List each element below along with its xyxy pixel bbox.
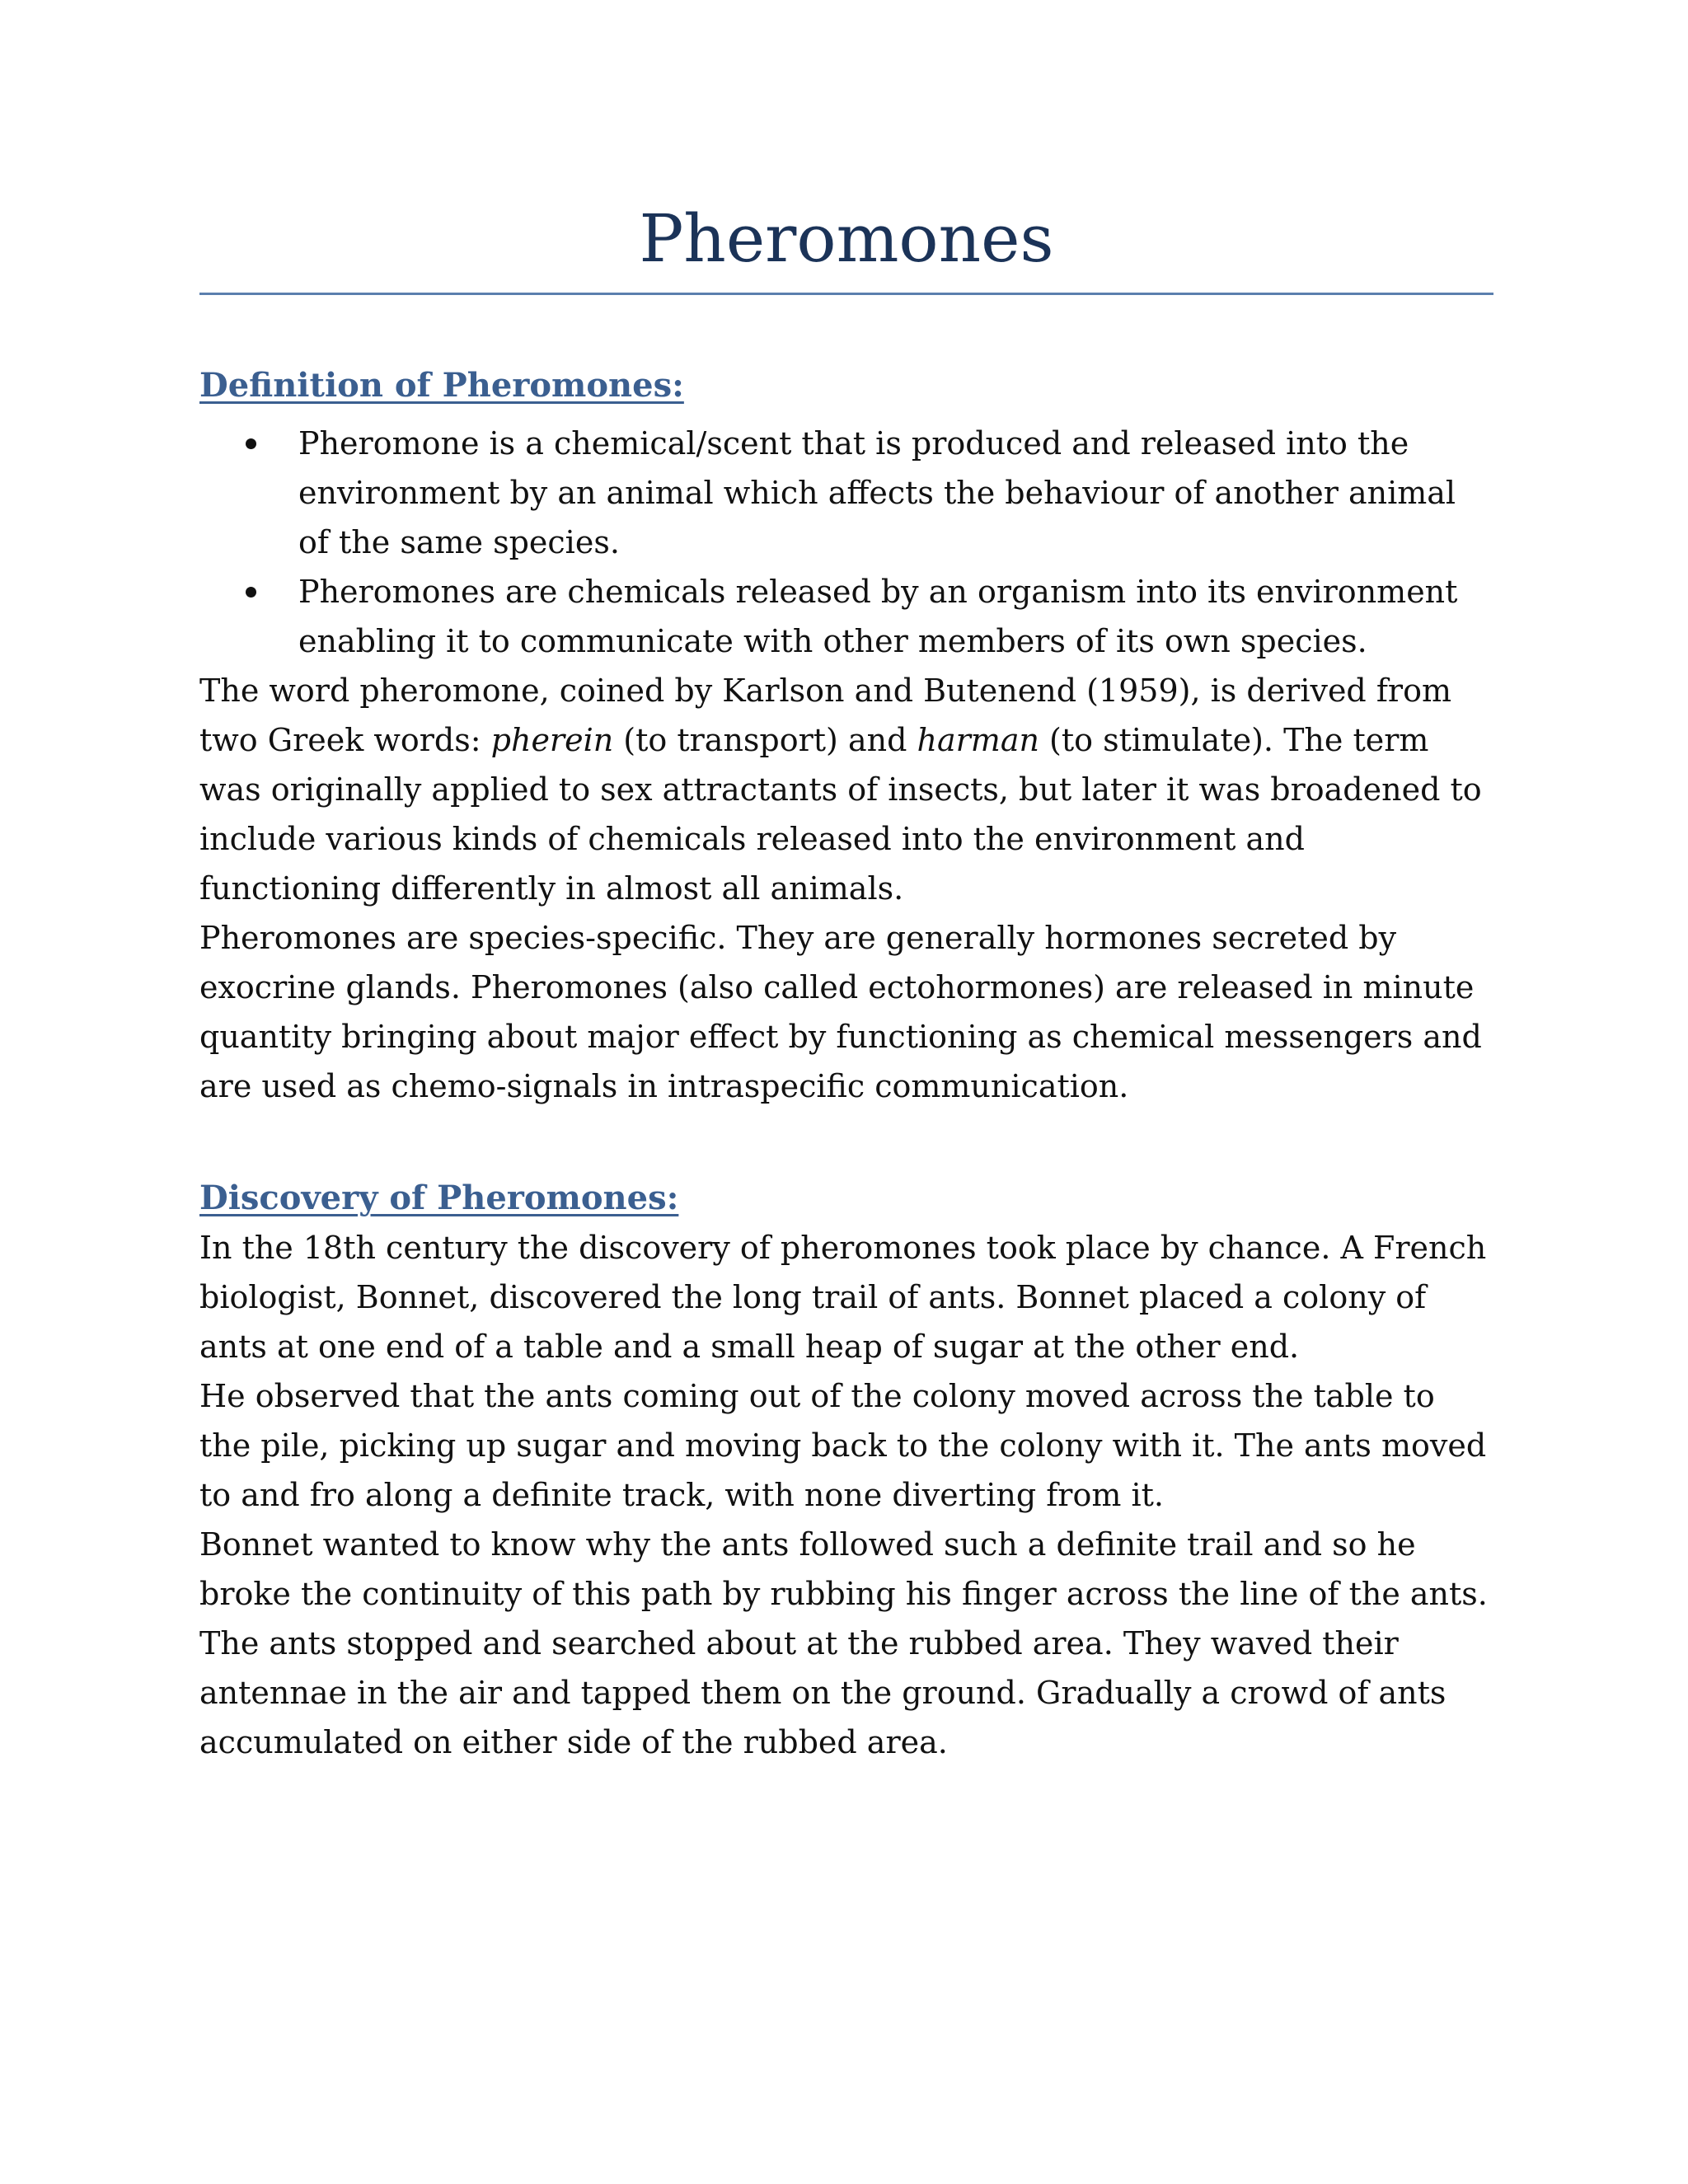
bullet-icon: [246, 438, 256, 449]
etymology-paragraph: [199, 666, 1493, 913]
discovery-paragraph-2: He observed that the ants coming out of the colony moved across the table to the pile, picking up sugar and moving back to the colony with it. The ants moved to and fro along a definite track, with none diverting from it.: [199, 1378, 1487, 1513]
definition-heading: Definition of Pheromones:: [199, 366, 684, 405]
discovery-paragraph-3: Bonnet wanted to know why the ants followed such a definite trail and so he broke the continuity of this path by rubbing his finger across the line of the ants. The ants stopped and searched about at the rubbed area. They waved their antennae in the air and tapped them on the ground. Gradually a crowd of ants accumulated on either side of the rubbed area.: [199, 1526, 1488, 1760]
etymology-word-harman: harman: [917, 722, 1039, 758]
discovery-heading: Discovery of Pheromones:: [199, 1179, 679, 1217]
species-specific-paragraph: Pheromones are species-specific. They are generally hormones secreted by exocrine glands. Pheromones (also called ectohormones) are released in minute quantity bringing about major effect by functioning as chemical messengers and are used as chemo-signals in intraspecific communication.: [199, 920, 1482, 1104]
list-item: [199, 567, 1493, 666]
list-item: [199, 419, 1493, 567]
bullet-icon: [246, 587, 256, 598]
definition-bullet-list: [199, 419, 1493, 666]
etymology-text-1: The word pheromone, coined by Karlson and Butenend (1959), is derived from two Greek words:: [199, 673, 1451, 758]
bullet-text: Pheromones are chemicals released by an organism into its environment enabling it to communicate with other members of its own species.: [298, 574, 1458, 659]
document-title: Pheromones: [639, 200, 1054, 277]
etymology-text-3: (to stimulate). The term was originally applied to sex attractants of insects, but later it was broadened to include various kinds of chemicals released into the environment and functioning differently in almost all animals.: [199, 722, 1482, 907]
discovery-paragraph-1: In the 18th century the discovery of pheromones took place by chance. A French biologist, Bonnet, discovered the long trail of ants. Bonnet placed a colony of ants at one end of a table and a small heap of sugar at the other end.: [199, 1230, 1487, 1365]
etymology-word-pherein: pherein: [490, 722, 614, 758]
bullet-text: Pheromone is a chemical/scent that is produced and released into the environment by an animal which affects the behaviour of another animal of the same species.: [298, 425, 1456, 560]
etymology-text-2: (to transport) and: [613, 722, 917, 758]
title-underline-rule: [199, 293, 1493, 295]
document-page: [199, 191, 1493, 1767]
